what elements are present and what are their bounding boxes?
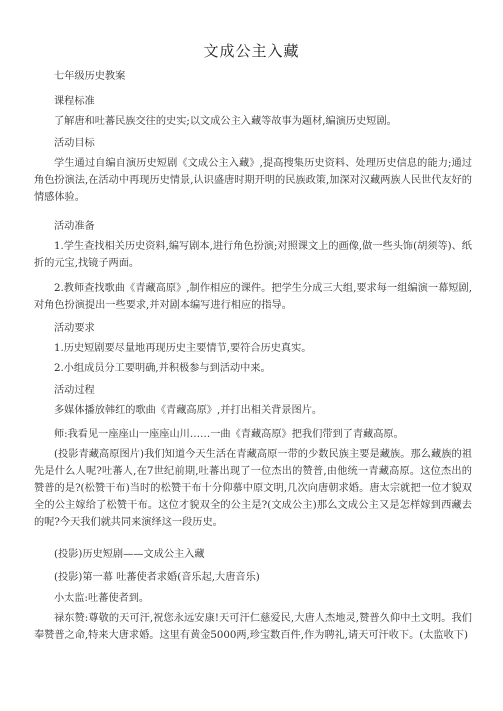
paragraph-act-one: (投影)第一幕 吐蕃使者求婚(音乐起,大唐音乐) <box>54 572 260 583</box>
paragraph-standard: 了解唐和吐蕃民族交往的史实;以文成公主入藏等故事为题材,编演历史短剧。 <box>54 116 397 127</box>
paragraph-preparation-1: 1.学生查找相关历史资料,编写剧本,进行角色扮演;对照课文上的画像,做一些头饰(胡须等)、纸折的元宝,找镜子两面。 <box>34 241 472 269</box>
paragraph-requirement-1: 1.历史短剧要尽量地再现历史主要情节,要符合历史真实。 <box>54 343 312 354</box>
document-title: 文成公主入藏 <box>203 42 300 60</box>
section-heading-preparation: 活动准备 <box>54 221 95 232</box>
paragraph-ludongzan-line: 禄东赞:尊敬的天可汗,祝您永远安康!天可汗仁慈爱民,大唐人杰地灵,赞普久仰中土文明。我们奉赞普之命,特来大唐求婚。这里有黄金5000两,珍宝数百件,作为聘礼,请天可汗收下。(太监收下) <box>34 613 472 641</box>
paragraph-requirement-2: 2.小组成员分工要明确,并积极参与到活动中来。 <box>54 363 271 374</box>
section-heading-standard: 课程标准 <box>54 96 95 107</box>
paragraph-goal: 学生通过自编自演历史短剧《文成公主入藏》,提高搜集历史资料、处理历史信息的能力;通过角色扮演法,在活动中再现历史情景,认识盛唐时期开明的民族政策,加深对汉藏两族人民世代友好的情感体验。 <box>34 158 472 203</box>
paragraph-teacher-line: 师:我看见一座座山一座座山川……一曲《青藏高原》把我们带到了青藏高原。 <box>54 429 404 440</box>
paragraph-background: (投影青藏高原图片)我们知道今天生活在青藏高原一带的少数民族主要是藏族。那么藏族的祖先是什么人呢?吐蕃人,在7世纪前期,吐蕃出现了一位杰出的赞普,由他统一青藏高原。这位杰出的赞普的是?(松赞干布)当时的松赞干布十分仰慕中原文明,几次向唐朝求婚。唐太宗就把一位才貌双全的公主嫁给了松赞干布。这位才貌双全的公主是?(文成公主)那么文成公主又是怎样嫁到西藏去的呢?今天我们就共同来演绎这一段历史。 <box>34 449 472 528</box>
paragraph-projection-title: (投影)历史短剧——文成公主入藏 <box>54 549 205 560</box>
paragraph-eunuch-line: 小太监:吐蕃使者到。 <box>54 593 150 604</box>
section-heading-process: 活动过程 <box>54 385 95 396</box>
section-heading-requirements: 活动要求 <box>54 323 95 334</box>
paragraph-process-music: 多媒体播放韩红的歌曲《青藏高原》,并打出相关背景图片。 <box>54 405 323 416</box>
section-heading-goal: 活动目标 <box>54 138 95 149</box>
subtitle-grade: 七年级历史教案 <box>54 71 126 82</box>
paragraph-preparation-2: 2.教师查找歌曲《青藏高原》,制作相应的课件。把学生分成三大组,要求每一组编演一幕短剧,对角色扮演提出一些要求,并对剧本编写进行相应的指导。 <box>34 283 472 311</box>
